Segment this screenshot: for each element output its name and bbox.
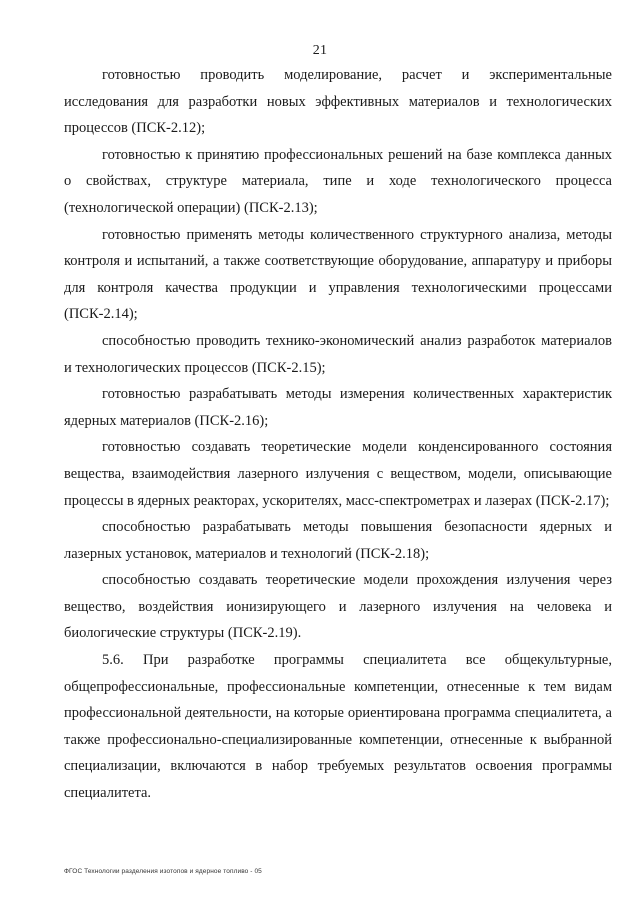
page-number: 21 [312,43,328,58]
document-body [64,62,612,807]
paragraph-psk-2-13: готовностью к принятию профессиональных решений на базе комплекса данных о свойствах, структуре материала, типе и ходе технологического процесса (технологической операции) (ПСК-2.13); [64,146,612,216]
paragraph-psk-2-12: готовностью проводить моделирование, расчет и экспериментальные исследования для разработки новых эффективных материалов и технологических процессов (ПСК-2.12); [64,67,612,137]
paragraph-psk-2-14: готовностью применять методы количественного структурного анализа, методы контроля и испытаний, а также соответствующие оборудование, аппаратуру и приборы для контроля качества продукции и управления технологическими процессами (ПСК-2.14); [64,226,612,323]
footer-text: ФГОС Технологии разделения изотопов и ядерное топливо - 05 [64,868,262,875]
paragraph-psk-2-16: готовностью разрабатывать методы измерения количественных характеристик ядерных материалов (ПСК-2.16); [64,386,612,429]
paragraph-psk-2-19: способностью создавать теоретические модели прохождения излучения через вещество, воздействия ионизирующего и лазерного излучения на человека и биологические структуры (ПСК-2.19). [64,572,612,642]
paragraph-section-5-6: 5.6. При разработке программы специалитета все общекультурные, общепрофессиональные, профессиональные компетенции, отнесенные к тем видам профессиональной деятельности, на которые ориентирована программа специалитета, а также профессионально-специализированные компетенции, отнесенные к выбранной специализации, включаются в набор требуемых результатов освоения программы специалитета. [64,652,612,802]
paragraph-psk-2-18: способностью разрабатывать методы повышения безопасности ядерных и лазерных установок, материалов и технологий (ПСК-2.18); [64,519,612,562]
paragraph-psk-2-17: готовностью создавать теоретические модели конденсированного состояния вещества, взаимодействия лазерного излучения с веществом, модели, описывающие процессы в ядерных реакторах, ускорителях, масс-спектрометрах и лазерах (ПСК-2.17); [64,439,612,509]
paragraph-psk-2-15: способностью проводить технико-экономический анализ разработок материалов и технологических процессов (ПСК-2.15); [64,332,612,376]
